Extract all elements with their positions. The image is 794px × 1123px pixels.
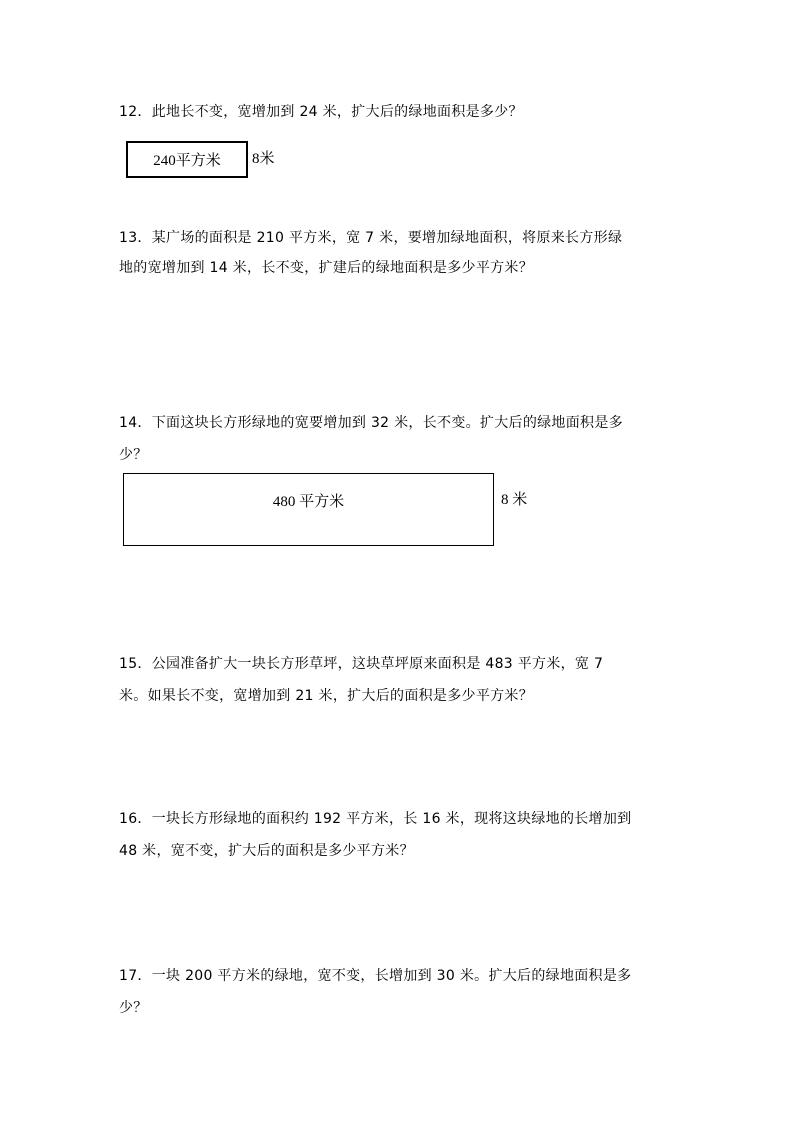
question-12-rectangle [126, 141, 248, 178]
question-14-area-label: 480 平方米 [272, 494, 345, 510]
question-17-text-line-1: 17．一块 200 平方米的绿地，宽不变，长增加到 30 米。扩大后的绿地面积是多 [119, 968, 632, 984]
question-15-text-line-1: 15．公园准备扩大一块长方形草坪，这块草坪原来面积是 483 平方米，宽 7 [119, 656, 604, 672]
question-14-text-line-2: 少？ [119, 447, 148, 463]
question-17-text-line-2: 少？ [119, 1000, 148, 1016]
question-16-text-line-2: 48 米，宽不变，扩大后的面积是多少平方米？ [119, 843, 414, 859]
question-13-text-line-2: 地的宽增加到 14 米，长不变，扩建后的绿地面积是多少平方米？ [119, 260, 534, 276]
question-14-rectangle [123, 473, 494, 546]
question-12-area-label: 240平方米 [153, 153, 221, 169]
question-14-text-line-1: 14．下面这块长方形绿地的宽要增加到 32 米，长不变。扩大后的绿地面积是多 [119, 415, 623, 431]
question-15-text-line-2: 米。如果长不变，宽增加到 21 米，扩大后的面积是多少平方米？ [119, 688, 534, 704]
question-12-text: 12．此地长不变，宽增加到 24 米，扩大后的绿地面积是多少？ [119, 104, 523, 120]
question-16-text-line-1: 16．一块长方形绿地的面积约 192 平方米，长 16 米，现将这块绿地的长增加到 [119, 811, 632, 827]
question-13-text-line-1: 13．某广场的面积是 210 平方米，宽 7 米，要增加绿地面积，将原来长方形绿 [119, 230, 623, 246]
question-12-side-label: 8米 [252, 151, 275, 167]
question-14-side-label: 8 米 [501, 492, 528, 508]
